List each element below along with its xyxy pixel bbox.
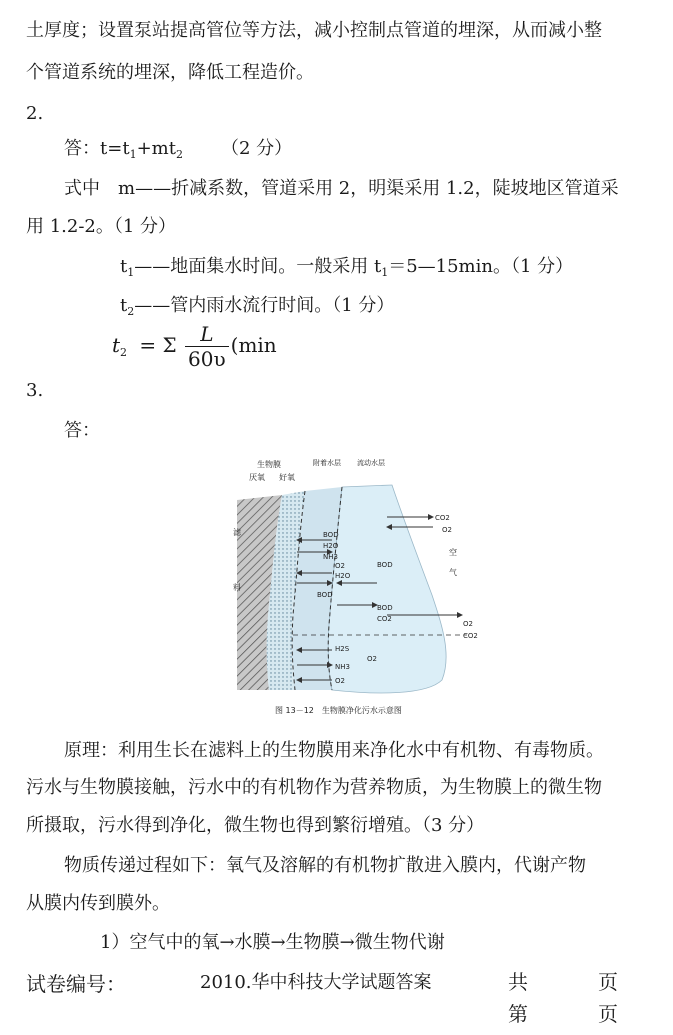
footer-page-word-2: 页: [598, 1002, 618, 1026]
answer-score: （2 分）: [220, 138, 293, 159]
chem-bod-2: BOD: [377, 561, 393, 569]
t2-sub: 2: [127, 305, 135, 318]
label-aerobic: 好氧: [279, 473, 295, 482]
exam-number-label: 试卷编号：: [26, 972, 126, 996]
label-anaerobic: 厌氧: [249, 473, 265, 482]
chem-co2-top: CO2: [435, 514, 450, 522]
chem-co2-mid: CO2: [377, 615, 392, 623]
principle-line-2: 污水与生物膜接触，污水中的有机物作为营养物质，为生物膜上的微生物: [26, 777, 602, 798]
formula-lhs-sub: 2: [120, 346, 128, 359]
formula-eq: = Σ: [139, 333, 177, 357]
chem-h2o-2: H2O: [335, 572, 351, 580]
formula-numerator: L: [185, 322, 229, 347]
text-line-2: 个管道系统的埋深，降低工程造价。: [26, 62, 314, 83]
label-air-1: 空: [449, 548, 457, 557]
label-air-2: 气: [449, 568, 457, 577]
chem-nh3-1: NH3: [323, 553, 338, 561]
footer-title: 2010.华中科技大学试题答案: [200, 972, 432, 993]
t2-formula: [112, 322, 277, 371]
question-2-number: 2.: [26, 103, 44, 124]
t1-symbol: t: [120, 256, 128, 277]
text-line-1: 土厚度；设置泵站提高管位等方法，减小控制点管道的埋深，从而减小整: [26, 20, 602, 41]
chem-bod-4: BOD: [377, 604, 393, 612]
t2-text: ——管内雨水流行时间。（1 分）: [134, 295, 395, 316]
chem-o2-top: O2: [442, 526, 452, 534]
transfer-line-2: 从膜内传到膜外。: [26, 893, 170, 914]
formula-tail: (min: [230, 333, 277, 357]
label-biofilm: 生物膜: [257, 460, 281, 469]
answer-2-formula: [64, 138, 292, 160]
question-3-number: 3.: [26, 380, 44, 401]
formula-denominator: 60υ: [188, 347, 226, 371]
formula-fraction: [185, 322, 229, 371]
chem-h2s: H2S: [335, 645, 350, 653]
footer-total: 共: [508, 970, 528, 994]
chem-o2-right: O2: [463, 620, 473, 628]
chem-o2-mid: O2: [335, 562, 345, 570]
chem-bod-1: BOD: [323, 531, 339, 539]
label-material: 料: [233, 583, 241, 592]
m-definition-cont: 用 1.2-2。（1 分）: [26, 216, 177, 237]
label-flowing-layer: 流动水层: [357, 459, 385, 467]
principle-line-1: 原理：利用生长在滤料上的生物膜用来净化水中有机物、有毒物质。: [64, 740, 604, 761]
chem-h2o-1: H2O: [323, 542, 339, 550]
chem-nh3-2: NH3: [335, 663, 350, 671]
label-filter: 滤: [233, 528, 241, 537]
m-definition: 式中 m——折减系数，管道采用 2，明渠采用 1.2，陡坡地区管道采: [64, 178, 619, 199]
chem-o2-bottom: O2: [335, 677, 345, 685]
transfer-line-1: 物质传递过程如下：氧气及溶解的有机物扩散进入膜内，代谢产物: [64, 855, 586, 876]
t1-sub: 1: [127, 266, 135, 279]
t2-definition: [120, 295, 394, 317]
t1-range: ＝5—15min。（1 分）: [388, 256, 574, 277]
answer-prefix: 答：t=t: [64, 138, 130, 159]
transfer-step-1: 1）空气中的氧→水膜→生物膜→微生物代谢: [100, 932, 445, 953]
t2-symbol: t: [120, 295, 128, 316]
biofilm-diagram: [233, 455, 487, 725]
label-attached-layer: 附着水层: [313, 459, 341, 467]
flowing-water-shape: [328, 485, 446, 693]
t1-sub-2: 1: [381, 266, 389, 279]
chem-co2-right: CO2: [463, 632, 478, 640]
answer-mid: +mt: [136, 138, 176, 159]
t1-text: ——地面集水时间。一般采用 t: [134, 256, 382, 277]
figure-caption: 图 13－12 生物膜净化污水示意图: [275, 706, 402, 715]
t1-definition: [120, 256, 573, 278]
answer-3-label: 答：: [64, 420, 100, 441]
answer-sub-1: 1: [129, 148, 137, 161]
footer-index: 第: [508, 1002, 528, 1026]
chem-o2-low: O2: [367, 655, 377, 663]
footer-page-word: 页: [598, 970, 618, 994]
answer-sub-2: 2: [175, 148, 183, 161]
principle-line-3: 所摄取，污水得到净化，微生物也得到繁衍增殖。（3 分）: [26, 815, 485, 836]
formula-lhs: t: [112, 333, 121, 357]
chem-bod-3: BOD: [317, 591, 333, 599]
